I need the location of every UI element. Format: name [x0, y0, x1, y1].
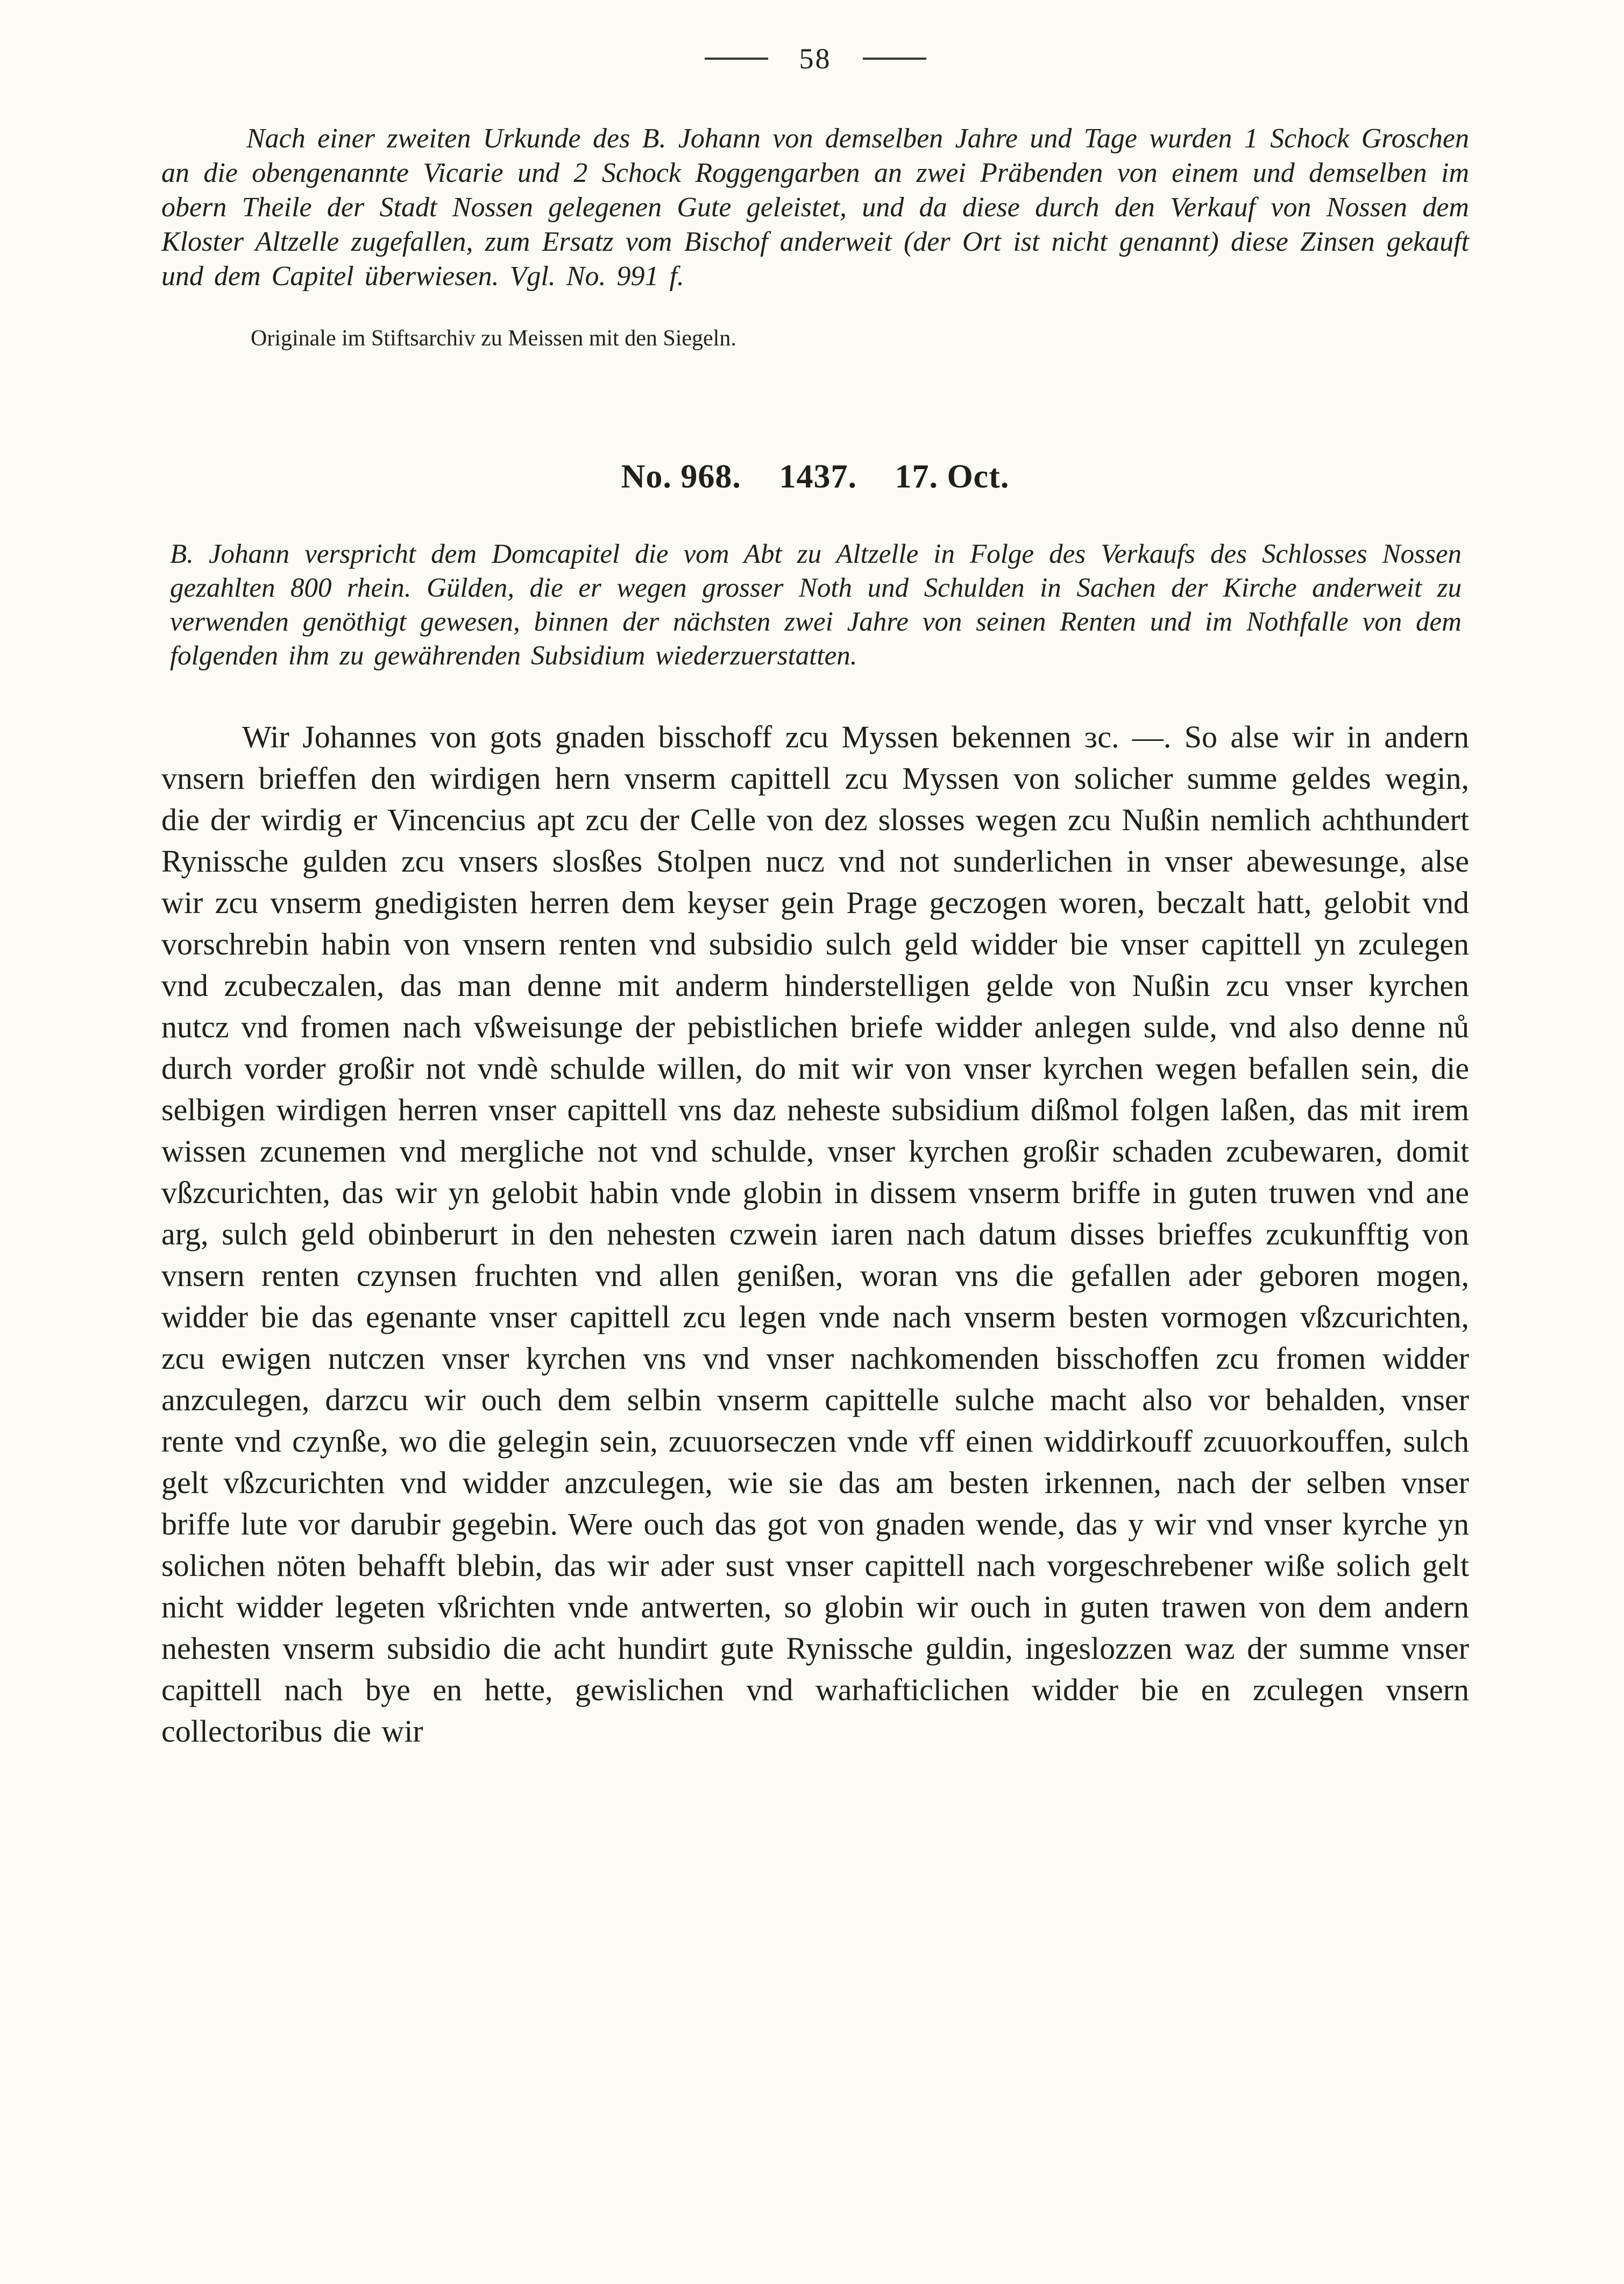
entry-summary: B. Johann verspricht dem Domcapitel die vom Abt zu Altzelle in Folge des Verkaufs des Schlosses Nossen gezahlten 800 rhein. Gülden, die er wegen grosser Noth und Schulden in Sachen der Kirche anderweit zu verwenden genöthigt gewesen, binnen der nächsten zwei Jahre von seinen Renten und im Nothfalle von dem folgenden ihm zu gewährenden Subsidium wiederzuerstatten. [170, 539, 1462, 671]
entry-heading-date: 17. Oct. [895, 458, 1010, 496]
page-header [161, 44, 1469, 73]
entry-body-text: Wir Johannes von gots gnaden bisschoff zcu Myssen bekennen ɜc. —. So alse wir in andern vnsern brieffen den wirdigen hern vnserm capittell zcu Myssen von solicher summe geldes wegin, die der wirdig er Vincencius apt zcu der Celle von dez slosses wegen zcu Nußin nemlich achthundert Rynissche gulden zcu vnsers slosßes Stolpen nucz vnd not sunderlichen in vnser abewesunge, alse wir zcu vnserm gnedigisten herren dem keyser gein Prage geczogen woren, beczalt hatt, gelobit vnd vorschrebin habin von vnsern renten vnd subsidio sulch geld widder bie vnser capittell yn zculegen vnd zcubeczalen, das man denne mit anderm hinderstelligen gelde von Nußin zcu vnser kyrchen nutcz vnd fromen nach vßweisunge der pebistlichen briefe widder anlegen sulde, vnd also denne nů durch vorder großir not vndè schulde willen, do mit wir von vnser kyrchen wegen befallen sein, die selbigen wirdigen herren vnser capittell vns daz neheste subsidium dißmol folgen laßen, das mit irem wissen zcunemen vnd mergliche not vnd schulde, vnser kyrchen großir schaden zcubewaren, domit vßzcurichten, das wir yn gelobit habin vnde globin in dissem vnserm briffe in guten truwen vnd ane arg, sulch geld obinberurt in den nehesten czwein iaren nach datum disses brieffes zcukunfftig von vnsern renten czynsen fruchten vnd allen genißen, woran vns die gefallen ader geboren mogen, widder bie das egenante vnser capittell zcu legen vnde nach vnserm besten vormogen vßzcurichten, zcu ewigen nutczen vnser kyrchen vns vnd vnser nachkomenden bisschoffen zcu fromen widder anzculegen, darzcu wir ouch dem selbin vnserm capittelle sulche macht also vor behalden, vnser rente vnd czynße, wo die gelegin sein, zcuuorseczen vnde vff einen widdirkouff zcuuorkouffen, sulch gelt vßzcurichten vnd widder anzculegen, wie sie das am besten irkennen, nach der selben vnser briffe lute vor darubir gegebin. Were ouch das got von gnaden wende, das y wir vnd vnser kyrche yn solichen nöten behafft blebin, das wir ader sust vnser capittell nach vorgeschrebener wiße solich gelt nicht widder legeten vßrichten vnde antwerten, so globin wir ouch in guten trawen von dem andern nehesten vnserm subsidio die acht hundirt gute Rynissche guldin, ingeslozzen waz der summe vnser capittell nach bye en hette, gewislichen vnd warhafticlichen widder bie en zculegen vnsern collectoribus die wir [161, 719, 1469, 1749]
entry-heading [161, 458, 1469, 495]
page-number-rule-left [705, 58, 768, 60]
archival-source-note: Originale im Stiftsarchiv zu Meissen mit den Siegeln. [251, 326, 736, 351]
entry-heading-year: 1437. [779, 458, 857, 496]
page-number: 58 [799, 43, 832, 75]
previous-entry-note: Nach einer zweiten Urkunde des B. Johann von demselben Jahre und Tage wurden 1 Schock Groschen an die obengenannte Vicarie und 2 Schock Roggengarben an zwei Präbenden von einem und demselben im obern Theile der Stadt Nossen gelegenen Gute geleistet, und da diese durch den Verkauf von Nossen dem Kloster Altzelle zugefallen, zum Ersatz vom Bischof anderweit (der Ort ist nicht genannt) diese Zinsen gekauft und dem Capitel überwiesen. Vgl. No. 991 f. [161, 123, 1469, 292]
entry-heading-number: No. 968. [621, 458, 741, 496]
page-number-rule-right [863, 58, 926, 60]
